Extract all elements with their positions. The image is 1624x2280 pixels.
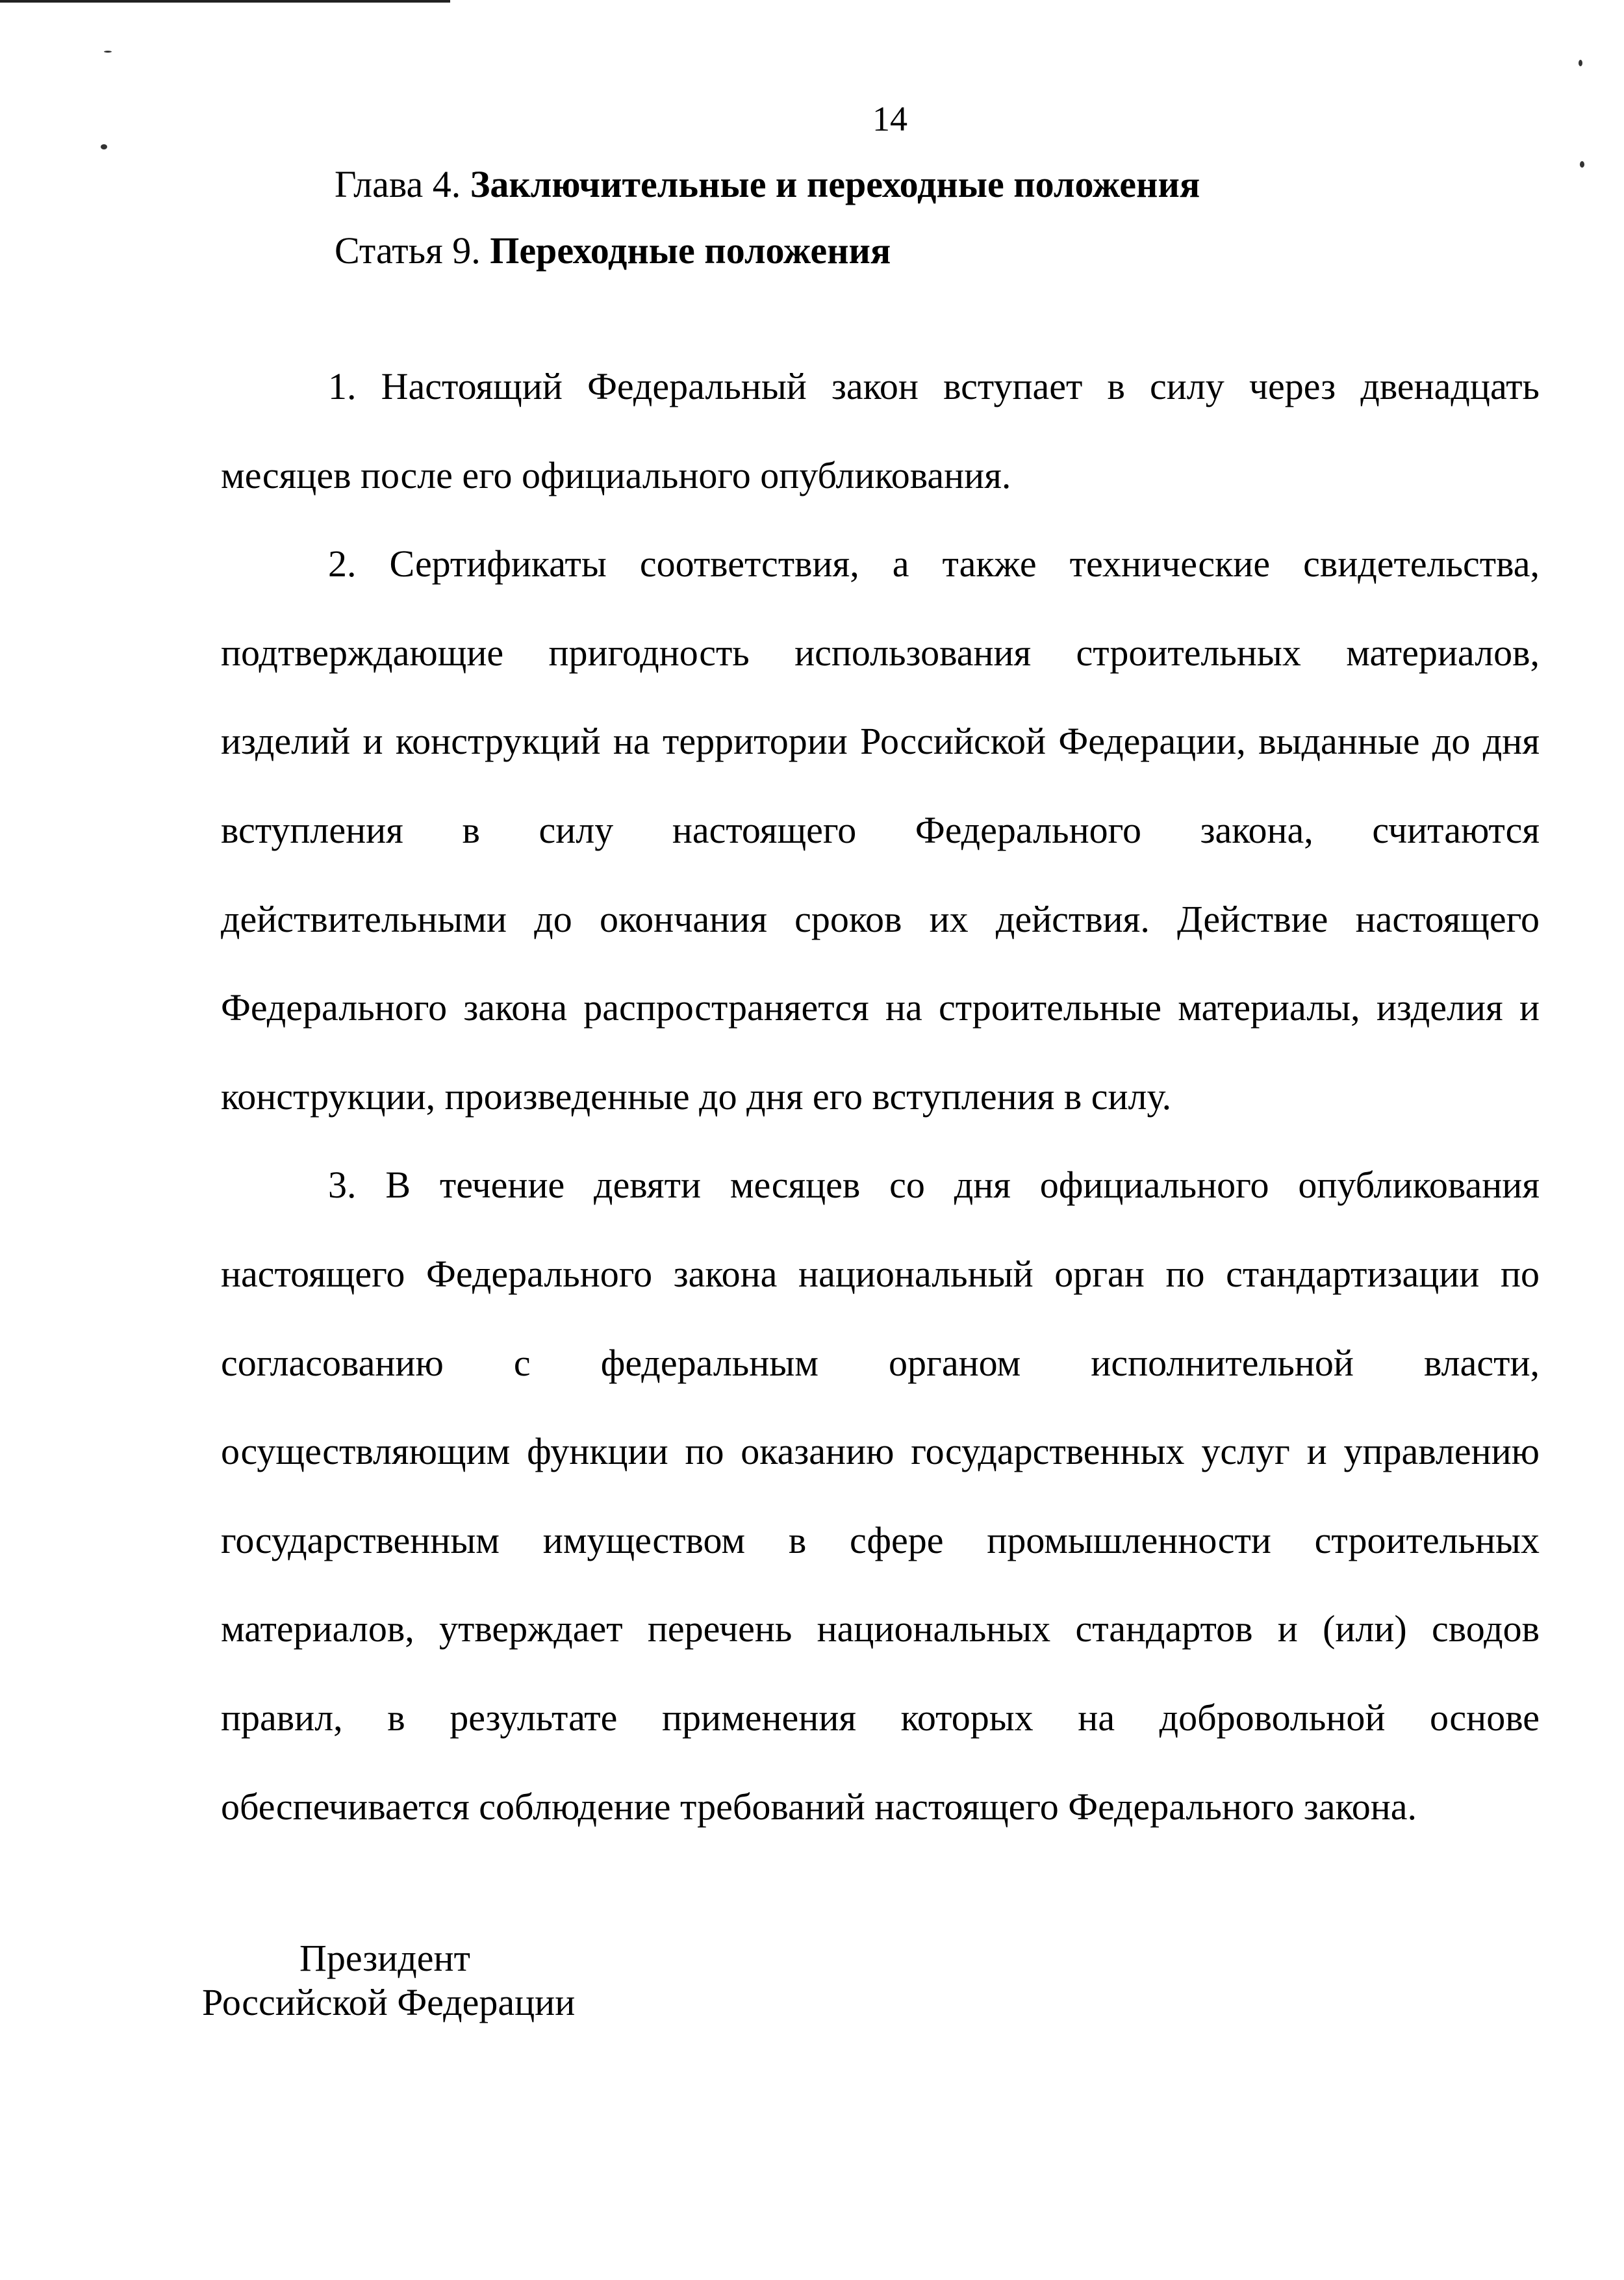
paragraph-2-line: Федерального закона распространяется на строительные материалы, изделия и	[221, 986, 1540, 1029]
paragraph-2-line: конструкции, произведенные до дня его вступления в силу.	[221, 1075, 1172, 1118]
chapter-prefix: Глава 4.	[335, 163, 461, 205]
article-prefix: Статья 9.	[335, 229, 481, 272]
article-title: Переходные положения	[490, 229, 891, 272]
paragraph-3-line: обеспечивается соблюдение требований настоящего Федерального закона.	[221, 1785, 1417, 1828]
scan-speck	[1580, 161, 1584, 168]
paragraph-3-line: государственным имуществом в сфере промышленности строительных	[221, 1518, 1540, 1561]
paragraph-3-line: согласованию с федеральным органом исполнительной власти,	[221, 1341, 1540, 1384]
paragraph-3-line: настоящего Федерального закона национальный орган по стандартизации по	[221, 1252, 1540, 1295]
paragraph-3-line: 3. В течение девяти месяцев со дня официального опубликования	[328, 1164, 1540, 1207]
paragraph-1-line: 1. Настоящий Федеральный закон вступает в силу через двенадцать	[328, 365, 1540, 407]
article-heading	[335, 229, 891, 272]
scan-speck	[104, 51, 112, 53]
page-number: 14	[872, 99, 907, 138]
paragraph-3-line: материалов, утверждает перечень национальных стандартов и (или) сводов	[221, 1608, 1540, 1650]
paragraph-2-line: изделий и конструкций на территории Российской Федерации, выданные до дня	[221, 720, 1540, 763]
chapter-title: Заключительные и переходные положения	[470, 163, 1200, 205]
signature-title: Президент	[299, 1937, 470, 1979]
paragraph-2-line: 2. Сертификаты соответствия, а также технические свидетельства,	[328, 543, 1540, 585]
paragraph-1-line: месяцев после его официального опубликования.	[221, 454, 1011, 496]
scan-speck	[101, 144, 107, 149]
paragraph-3-line: правил, в результате применения которых на добровольной основе	[221, 1696, 1540, 1739]
paragraph-2-line: вступления в силу настоящего Федерального закона, считаются	[221, 808, 1540, 851]
scan-speck	[1579, 60, 1582, 66]
paragraph-3-line: осуществляющим функции по оказанию государственных услуг и управлению	[221, 1430, 1540, 1473]
paragraph-2-line: действительными до окончания сроков их действия. Действие настоящего	[221, 897, 1540, 940]
scan-edge-line	[0, 0, 450, 3]
chapter-heading	[335, 162, 1200, 206]
signature-country: Российской Федерации	[202, 1981, 576, 2023]
paragraph-2-line: подтверждающие пригодность использования строительных материалов,	[221, 631, 1540, 674]
article-body	[221, 342, 1540, 1851]
